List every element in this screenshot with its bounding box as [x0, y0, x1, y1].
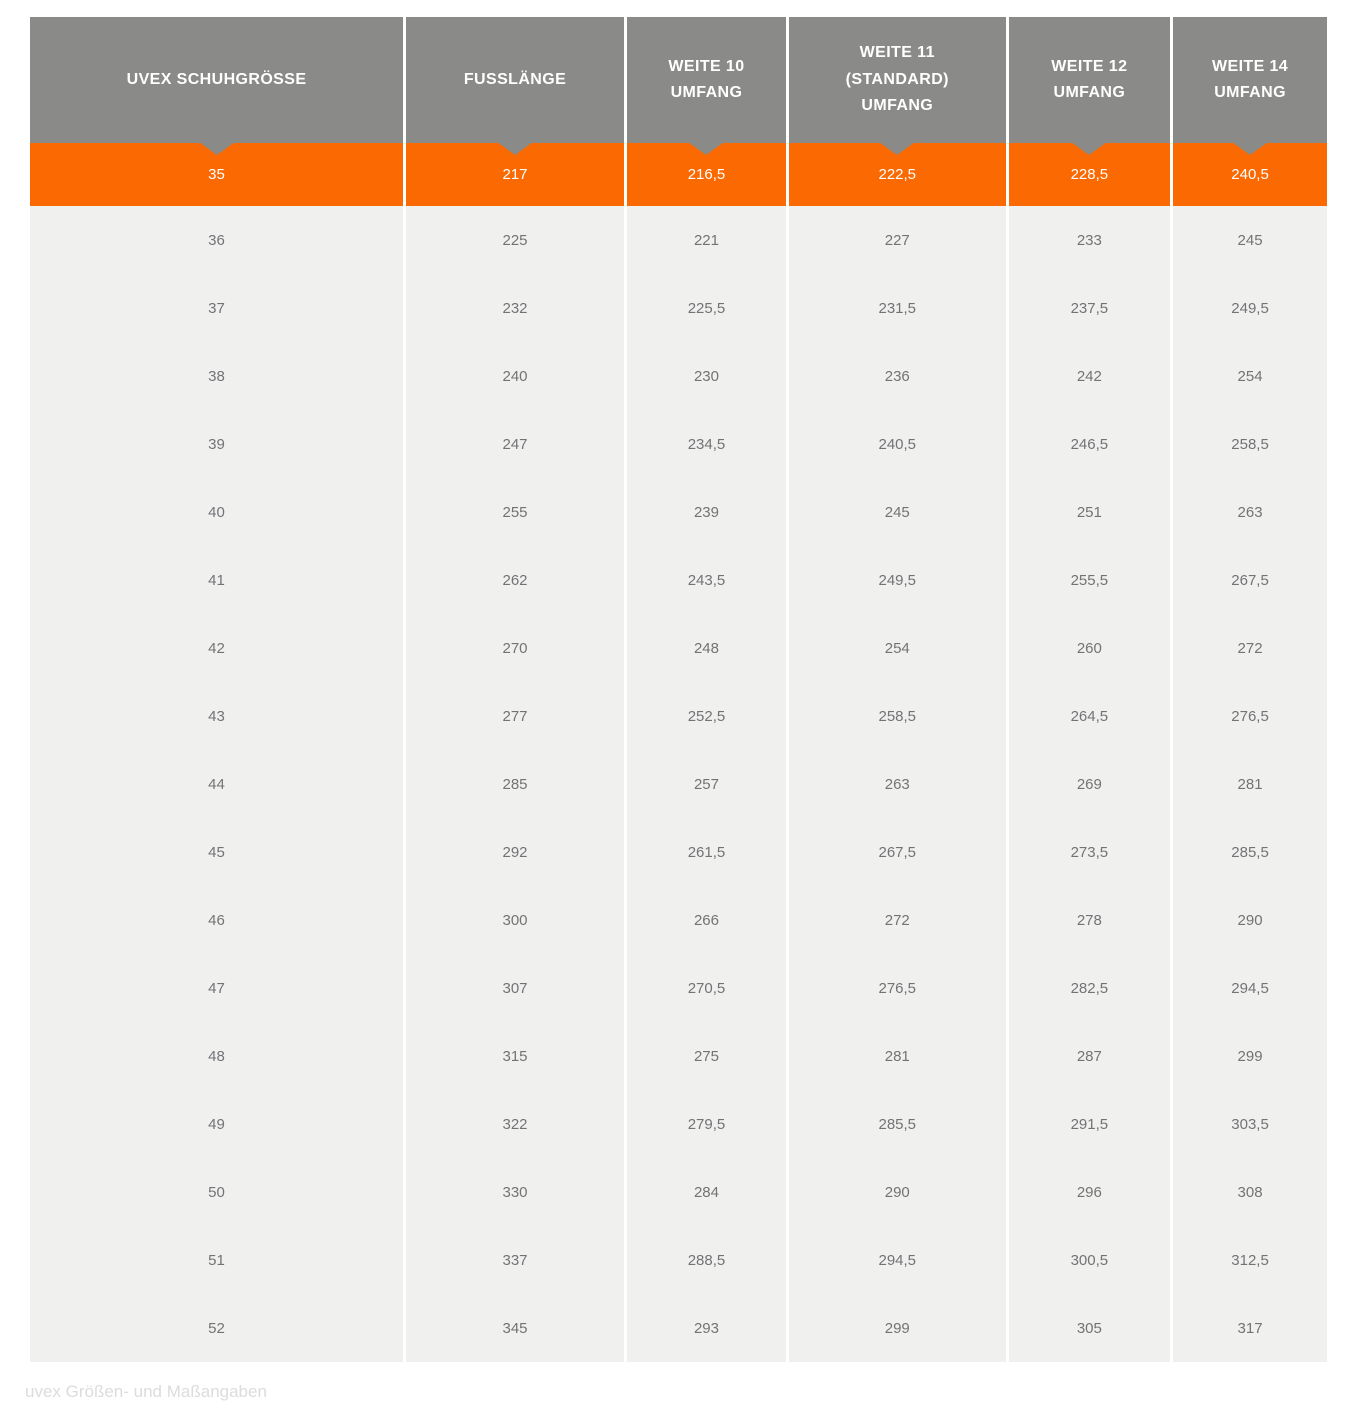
table-cell: 294,5	[789, 1226, 1006, 1294]
table-cell: 225	[406, 206, 624, 274]
size-table	[27, 17, 1330, 1362]
column-header-line: UMFANG	[1214, 84, 1286, 101]
table-cell: 45	[30, 818, 403, 886]
table-cell: 217	[406, 143, 624, 206]
table-cell: 255,5	[1009, 546, 1171, 614]
table-cell: 317	[1173, 1294, 1327, 1362]
table-cell: 46	[30, 886, 403, 954]
table-cell: 257	[627, 750, 786, 818]
table-cell: 258,5	[789, 682, 1006, 750]
column-header	[1173, 17, 1327, 143]
table-cell: 345	[406, 1294, 624, 1362]
column-header-line: (STANDARD)	[845, 70, 949, 88]
table-cell: 242	[1009, 342, 1171, 410]
header-notch-icon	[199, 142, 235, 155]
table-row	[30, 274, 1327, 342]
table-row	[30, 478, 1327, 546]
table-cell: 48	[30, 1022, 403, 1090]
table-cell: 270	[406, 614, 624, 682]
table-row	[30, 1090, 1327, 1158]
header-notch-icon	[1232, 142, 1268, 155]
table-cell: 216,5	[627, 143, 786, 206]
table-cell: 249,5	[1173, 274, 1327, 342]
table-row	[30, 886, 1327, 954]
table-cell: 315	[406, 1022, 624, 1090]
column-header-line: WEITE 11	[859, 44, 935, 62]
table-cell: 285,5	[789, 1090, 1006, 1158]
table-cell: 38	[30, 342, 403, 410]
table-cell: 232	[406, 274, 624, 342]
table-cell: 279,5	[627, 1090, 786, 1158]
table-cell: 39	[30, 410, 403, 478]
table-cell: 299	[789, 1294, 1006, 1362]
table-cell: 269	[1009, 750, 1171, 818]
table-body	[30, 143, 1327, 1362]
column-header-line: UVEX SCHUHGRÖSSE	[126, 70, 307, 88]
table-cell: 249,5	[789, 546, 1006, 614]
table-cell: 266	[627, 886, 786, 954]
table-row	[30, 546, 1327, 614]
table-cell: 263	[1173, 478, 1327, 546]
table-cell: 221	[627, 206, 786, 274]
table-cell: 282,5	[1009, 954, 1171, 1022]
table-cell: 239	[627, 478, 786, 546]
table-row	[30, 818, 1327, 886]
table-cell: 305	[1009, 1294, 1171, 1362]
table-cell: 227	[789, 206, 1006, 274]
table-cell: 251	[1009, 478, 1171, 546]
table-cell: 299	[1173, 1022, 1327, 1090]
table-cell: 267,5	[789, 818, 1006, 886]
table-row	[30, 1158, 1327, 1226]
table-cell: 254	[1173, 342, 1327, 410]
table-row	[30, 342, 1327, 410]
table-cell: 42	[30, 614, 403, 682]
table-cell: 258,5	[1173, 410, 1327, 478]
table-cell: 245	[1173, 206, 1327, 274]
table-cell: 292	[406, 818, 624, 886]
table-cell: 290	[789, 1158, 1006, 1226]
table-cell: 273,5	[1009, 818, 1171, 886]
table-cell: 261,5	[627, 818, 786, 886]
table-caption: uvex Größen- und Maßangaben	[25, 1382, 267, 1401]
table-cell: 337	[406, 1226, 624, 1294]
table-cell: 277	[406, 682, 624, 750]
table-cell: 240,5	[1173, 143, 1327, 206]
column-header-line: WEITE 14	[1212, 57, 1289, 75]
table-cell: 288,5	[627, 1226, 786, 1294]
table-cell: 276,5	[789, 954, 1006, 1022]
column-header	[789, 17, 1006, 143]
table-row	[30, 410, 1327, 478]
table-row	[30, 954, 1327, 1022]
table-cell: 308	[1173, 1158, 1327, 1226]
table-cell: 281	[789, 1022, 1006, 1090]
header-notch-icon	[879, 142, 915, 155]
column-header	[1009, 17, 1171, 143]
table-cell: 233	[1009, 206, 1171, 274]
table-cell: 234,5	[627, 410, 786, 478]
table-cell: 294,5	[1173, 954, 1327, 1022]
table-cell: 262	[406, 546, 624, 614]
column-header-line: UMFANG	[670, 84, 743, 101]
header-notch-icon	[497, 142, 533, 155]
table-cell: 285	[406, 750, 624, 818]
table-cell: 222,5	[789, 143, 1006, 206]
table-cell: 240	[406, 342, 624, 410]
table-cell: 44	[30, 750, 403, 818]
table-cell: 264,5	[1009, 682, 1171, 750]
table-cell: 330	[406, 1158, 624, 1226]
table-cell: 47	[30, 954, 403, 1022]
table-cell: 52	[30, 1294, 403, 1362]
table-cell: 300	[406, 886, 624, 954]
table-cell: 278	[1009, 886, 1171, 954]
table-cell: 300,5	[1009, 1226, 1171, 1294]
header-notch-icon	[1071, 142, 1107, 155]
table-row	[30, 1294, 1327, 1362]
table-cell: 248	[627, 614, 786, 682]
header-notch-icon	[688, 142, 724, 155]
table-row	[30, 614, 1327, 682]
table-cell: 275	[627, 1022, 786, 1090]
table-row	[30, 1226, 1327, 1294]
table-cell: 41	[30, 546, 403, 614]
table-cell: 37	[30, 274, 403, 342]
table-cell: 291,5	[1009, 1090, 1171, 1158]
table-cell: 263	[789, 750, 1006, 818]
table-cell: 270,5	[627, 954, 786, 1022]
table-cell: 287	[1009, 1022, 1171, 1090]
table-row	[30, 206, 1327, 274]
table-cell: 231,5	[789, 274, 1006, 342]
table-cell: 236	[789, 342, 1006, 410]
table-cell: 296	[1009, 1158, 1171, 1226]
table-cell: 276,5	[1173, 682, 1327, 750]
table-row	[30, 750, 1327, 818]
table-cell: 50	[30, 1158, 403, 1226]
table-cell: 284	[627, 1158, 786, 1226]
table-row	[30, 1022, 1327, 1090]
table-cell: 267,5	[1173, 546, 1327, 614]
table-cell: 260	[1009, 614, 1171, 682]
column-header-line: WEITE 12	[1051, 57, 1128, 75]
table-cell: 255	[406, 478, 624, 546]
table-cell: 246,5	[1009, 410, 1171, 478]
column-header	[406, 17, 624, 143]
column-header	[627, 17, 786, 143]
table-cell: 312,5	[1173, 1226, 1327, 1294]
table-cell: 272	[1173, 614, 1327, 682]
table-cell: 290	[1173, 886, 1327, 954]
table-cell: 36	[30, 206, 403, 274]
table-row	[30, 682, 1327, 750]
table-cell: 225,5	[627, 274, 786, 342]
column-header-line: FUSSLÄNGE	[463, 70, 567, 88]
table-cell: 230	[627, 342, 786, 410]
table-cell: 240,5	[789, 410, 1006, 478]
table-cell: 228,5	[1009, 143, 1171, 206]
header-row	[30, 17, 1327, 143]
table-cell: 307	[406, 954, 624, 1022]
table-cell: 51	[30, 1226, 403, 1294]
table-cell: 252,5	[627, 682, 786, 750]
table-cell: 237,5	[1009, 274, 1171, 342]
column-header-line: UMFANG	[861, 97, 934, 115]
table-cell: 285,5	[1173, 818, 1327, 886]
table-cell: 40	[30, 478, 403, 546]
table-cell: 243,5	[627, 546, 786, 614]
table-cell: 35	[30, 143, 403, 206]
table-cell: 245	[789, 478, 1006, 546]
table-cell: 303,5	[1173, 1090, 1327, 1158]
table-cell: 49	[30, 1090, 403, 1158]
table-cell: 322	[406, 1090, 624, 1158]
table-cell: 272	[789, 886, 1006, 954]
table-cell: 247	[406, 410, 624, 478]
column-header-line: WEITE 10	[668, 57, 745, 75]
table-cell: 293	[627, 1294, 786, 1362]
table-cell: 43	[30, 682, 403, 750]
column-header-line: UMFANG	[1053, 84, 1126, 101]
table-cell: 281	[1173, 750, 1327, 818]
column-header	[30, 17, 403, 143]
table-cell: 254	[789, 614, 1006, 682]
